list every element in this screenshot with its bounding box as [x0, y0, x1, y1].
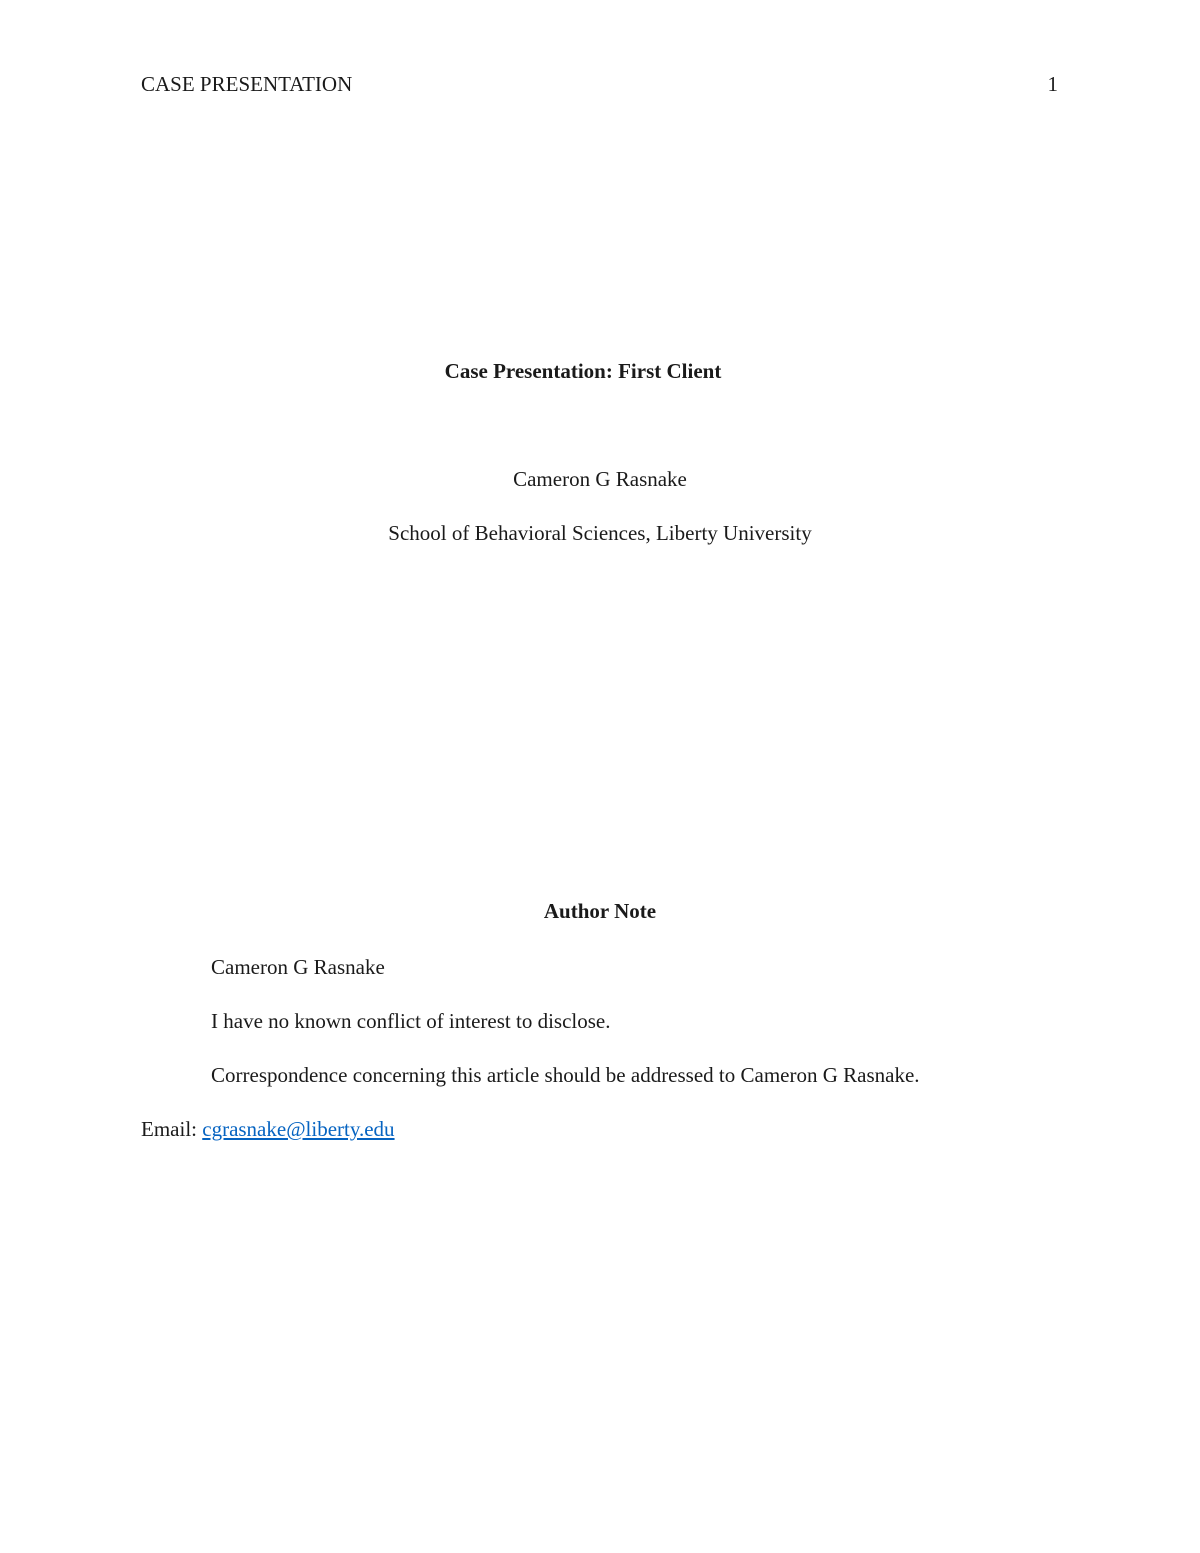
author-name: Cameron G Rasnake [513, 467, 687, 491]
correspondence-statement: Correspondence concerning this article should be addressed to Cameron G Rasnake. [211, 1063, 920, 1087]
email-line [141, 1117, 395, 1142]
paper-title: Case Presentation: First Client [444, 359, 722, 383]
email-label: Email: [141, 1117, 203, 1141]
running-head: CASE PRESENTATION [141, 72, 353, 96]
email-link[interactable]: cgrasnake@liberty.edu [202, 1117, 395, 1141]
author-affiliation: School of Behavioral Sciences, Liberty University [388, 521, 812, 545]
author-note-heading: Author Note [543, 899, 657, 923]
conflict-of-interest-statement: I have no known conflict of interest to disclose. [211, 1009, 611, 1033]
author-note-name: Cameron G Rasnake [211, 955, 385, 979]
page-number: 1 [1047, 72, 1058, 96]
